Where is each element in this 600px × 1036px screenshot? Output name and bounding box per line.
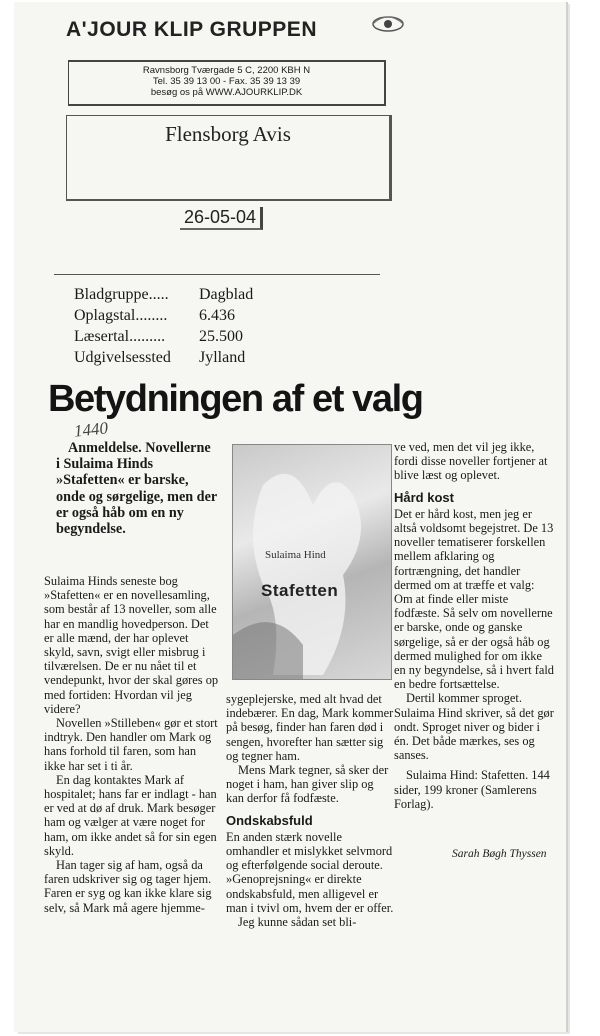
meta-label: Oplagstal........ — [74, 307, 168, 324]
website-line: besøg os på WWW.AJOURKLIP.DK — [150, 87, 303, 98]
article-column-3 — [394, 440, 554, 811]
book-cover-image — [232, 444, 392, 680]
meta-label: Udgivelsessted — [74, 349, 171, 366]
eye-logo-icon — [370, 12, 406, 36]
meta-value: 25.500 — [199, 328, 243, 345]
paragraph: En dag kontaktes Mark af hospitalet; hans far er indlagt - han er ved at dø af druk. Mark besøger ham og vælger at være noget for ham, om ikke andet så for sin egen skyld. — [44, 772, 217, 858]
book-author: Sulaima Hind — [265, 549, 326, 561]
article-headline: Betydningen af et valg — [48, 378, 423, 420]
divider — [54, 274, 380, 275]
meta-label: Bladgruppe..... — [74, 286, 169, 303]
subheading-haard-kost: Hård kost — [394, 489, 454, 505]
paragraph: Sulaima Hinds seneste bog »Stafetten« er en novellesamling, som består af 13 noveller, som alle har en mandlig hovedperson. Det er alle mænd, der har oplevet skyld, savn, svigt eller misbrug i tilværelsen. De er nu nået til et vendepunkt, hvor der skal gøres op med fortiden: Hvordan vil jeg videre? — [44, 574, 219, 716]
subheading-ondskabsfuld: Ondskabsfuld — [226, 812, 313, 828]
agency-title: A'JOUR KLIP GRUPPEN — [66, 18, 317, 41]
meta-value: Dagblad — [199, 286, 254, 303]
meta-value: Jylland — [199, 349, 246, 366]
phone-line: Tel. 35 39 13 00 - Fax. 35 39 13 39 — [152, 76, 301, 87]
paragraph: Novellen »Stilleben« gør et stort indtryk. Den handler om Mark og hans forhold til faren, som han ikke har set i ti år. — [44, 716, 218, 773]
newspaper-box — [66, 115, 392, 201]
lead-column — [56, 440, 218, 537]
paragraph: Dertil kommer sproget. Sulaima Hind skriver, så det gør ondt. Sproget niver og bider i én. Det både mærkes, ses og sanses. — [394, 691, 554, 763]
article-column-2 — [226, 692, 394, 929]
meta-row — [74, 347, 253, 368]
newspaper-name: Flensborg Avis — [165, 122, 291, 146]
paragraph: Jeg kunne sådan set bli- — [238, 915, 357, 930]
meta-row — [74, 284, 253, 305]
publication-meta — [74, 284, 253, 368]
hand-photo-icon — [233, 445, 391, 679]
author-byline: Sarah Bøgh Thyssen — [452, 848, 547, 860]
article-lead: Anmeldelse. Novellerne i Sulaima Hinds »Stafetten« er barske, onde og sørgelige, men der er også håb om en ny begyndelse. — [56, 440, 217, 538]
paragraph: Han tager sig af ham, også da faren udskriver sig og tager hjem. Faren er syg og kan ikke klare sig selv, så Mark må agere hjemme- — [44, 858, 212, 915]
book-info: Sulaima Hind: Stafetten. 144 sider, 199 kroner (Samlerens Forlag). — [394, 768, 550, 811]
paragraph: Det er hård kost, men jeg er altså voldsomt begejstret. De 13 noveller tematiserer forskellen mellem afklaring og fortrængning, det handler dermed om at træffe et valg: Om at finde eller miste fodfæste. Så selv om novellerne er barske, onde og ganske sørgelige, så er der også håb og dermed mulighed for om ikke en ny begyndelse, så i hvert fald en bedre fortsættelse. — [394, 506, 554, 692]
article-column-1 — [44, 574, 220, 915]
paragraph: En anden stærk novelle omhandler et mislykket selvmord og efterfølgende social deroute. »Genoprejsning« er direkte ondskabsfuld, men alligevel er man i tvivl om, hvem der er offer. — [226, 829, 394, 915]
address-line: Ravnsborg Tværgade 5 C, 2200 KBH N — [142, 65, 311, 76]
agency-address-box — [68, 60, 386, 106]
meta-row — [74, 305, 253, 326]
paragraph: sygeplejerske, med alt hvad det indebærer. En dag, Mark kommer på besøg, finder han faren død i sengen, hvorefter han sætter sig og tegner ham. — [226, 692, 394, 763]
handwritten-note: 1440 — [73, 418, 109, 441]
paragraph: Mens Mark tegner, så sker der noget i ham, han giver slip og kan derfor få fodfæste. — [226, 763, 389, 806]
clip-date: 26-05-04 — [180, 207, 263, 230]
meta-row — [74, 326, 253, 347]
paragraph: ve ved, men det vil jeg ikke, fordi disse noveller fortjener at blive læst og oplevet. — [394, 440, 548, 483]
meta-value: 6.436 — [199, 307, 235, 324]
book-title: Stafetten — [261, 581, 339, 600]
clipping-sheet — [14, 2, 566, 1032]
meta-label: Læsertal......... — [74, 328, 166, 345]
